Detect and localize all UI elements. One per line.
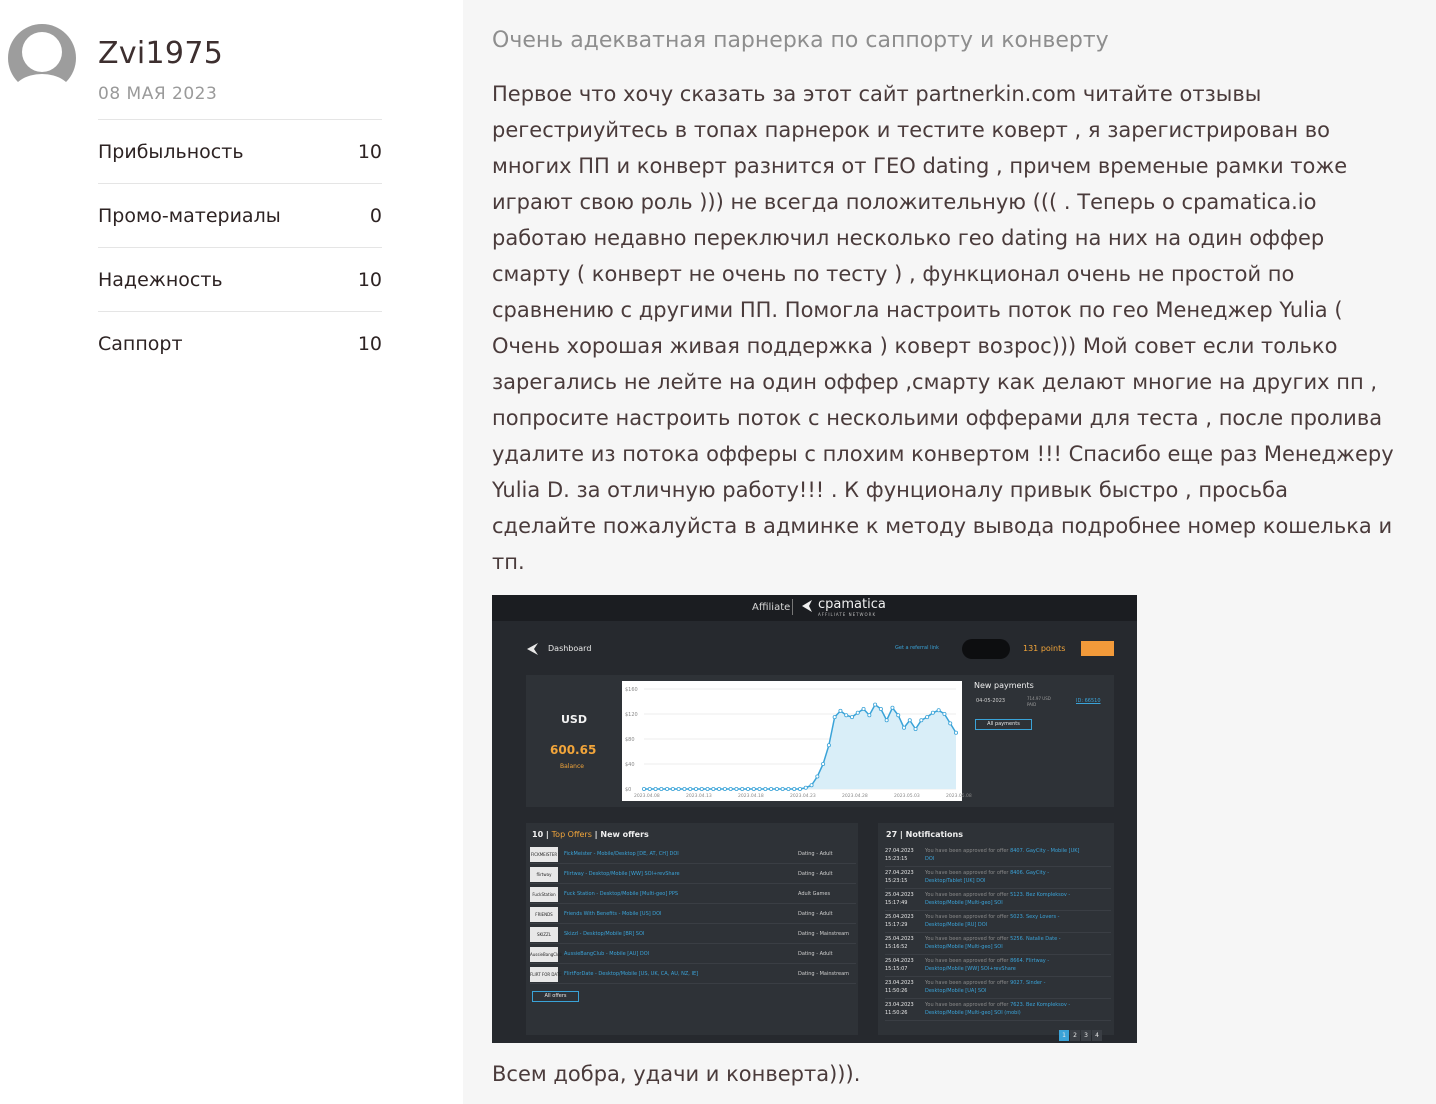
notification-datetime: 23.04.2023 11:50:26 (885, 980, 914, 994)
chart-point (914, 727, 917, 730)
notification-row (885, 933, 1111, 955)
chart-point (827, 744, 830, 747)
chart-point (787, 787, 790, 790)
offer-name: Skizzl - Desktop/Mobile [BR] SOI (564, 931, 645, 937)
chart-point (949, 722, 952, 725)
chart-point (671, 787, 674, 790)
shot-points: 131 points (1023, 644, 1066, 653)
dashboard-icon (525, 641, 541, 657)
notification-row (885, 911, 1111, 933)
page-button: 1 (1059, 1030, 1069, 1041)
chart-point (694, 787, 697, 790)
notification-row (885, 889, 1111, 911)
shot-payment-id: ID: 66510 (1076, 698, 1101, 704)
chart-point (752, 787, 755, 790)
chart-point (891, 706, 894, 709)
chart-point (642, 787, 645, 790)
chart-point (874, 703, 877, 706)
offer-name: Friends With Benefits - Mobile [US] DOI (564, 911, 662, 917)
author-panel (0, 0, 463, 1104)
shot-brand-name: cpamatica (818, 597, 886, 612)
chart-point (856, 711, 859, 714)
chart-x-tick: 2023.05.08 (946, 794, 972, 799)
rating-row-support (98, 311, 382, 375)
chart-x-tick: 2023.04.18 (738, 794, 764, 799)
chart-point (666, 787, 669, 790)
offer-thumbnail: FLIRT FOR DATE (530, 967, 558, 982)
shot-earnings-chart (622, 681, 972, 801)
chart-point (897, 714, 900, 717)
offer-row (530, 945, 856, 964)
shot-logout-button (1081, 641, 1114, 656)
shot-balance-amount: 600.65 (550, 743, 597, 757)
chart-point (735, 787, 738, 790)
offer-thumbnail: flirtway (530, 867, 558, 882)
chart-point (839, 709, 842, 712)
chart-x-tick: 2023.04.23 (790, 794, 816, 799)
page-button: 2 (1070, 1030, 1080, 1041)
chart-point (908, 719, 911, 722)
chart-point (689, 787, 692, 790)
chart-point (850, 716, 853, 719)
notification-datetime: 25.04.2023 15:16:52 (885, 936, 914, 950)
chart-point (902, 726, 905, 729)
avatar (8, 24, 76, 92)
offer-name: Fuck Station - Desktop/Mobile [Multi-geo] PPS (564, 891, 679, 897)
chart-point (804, 786, 807, 789)
chart-point (746, 787, 749, 790)
chart-point (700, 787, 703, 790)
chart-area (644, 705, 956, 789)
review-date: 08 МАЯ 2023 (98, 84, 218, 104)
offer-category: Dating - Mainstream (798, 971, 850, 977)
offer-thumbnail: FuckStation (530, 887, 558, 902)
offer-category: Dating - Adult (798, 951, 833, 957)
shot-payments-title: New payments (974, 681, 1034, 690)
offer-name: FlirtForDate - Desktop/Mobile [US, UK, CA, AU, NZ, IE] (564, 971, 699, 977)
offer-category: Dating - Adult (798, 911, 833, 917)
notification-message: You have been approved for offer 8406. GayCity - Desktop/Tablet [UK] DOI (925, 870, 1050, 884)
notification-row (885, 955, 1111, 977)
notification-row (885, 867, 1111, 889)
rating-value: 0 (369, 204, 382, 227)
chart-point (931, 711, 934, 714)
shot-pagination (1059, 1030, 1102, 1041)
notification-datetime: 25.04.2023 15:15:07 (885, 958, 914, 972)
offer-thumbnail: FRIENDS (530, 907, 558, 922)
shot-all-offers-button: All offers (532, 991, 579, 1002)
notification-datetime: 27.04.2023 15:23:15 (885, 848, 914, 862)
rating-value: 10 (357, 332, 382, 355)
shot-dashboard-label: Dashboard (548, 644, 592, 653)
chart-point (677, 787, 680, 790)
chart-point (943, 712, 946, 715)
offer-thumbnail: FICKMEISTER (530, 847, 558, 862)
notification-datetime: 27.04.2023 15:23:15 (885, 870, 914, 884)
offer-row (530, 905, 856, 924)
shot-brand-sub: AFFILIATE NETWORK (818, 612, 877, 617)
notification-message: You have been approved for offer 5256. Natalie Date - Desktop/Mobile [Multi-geo] SOI (925, 936, 1061, 950)
offer-thumbnail: AussieBangClub (530, 947, 558, 962)
offer-category: Dating - Adult (798, 871, 833, 877)
chart-point (798, 787, 801, 790)
chart-point (793, 787, 796, 790)
offer-category: Adult Games (798, 891, 831, 897)
chart-x-tick: 2023.04.08 (634, 794, 660, 799)
chart-point (764, 787, 767, 790)
chart-x-tick: 2023.05.03 (894, 794, 920, 799)
shot-notifications-title: 27 | Notifications (886, 830, 963, 839)
notification-message: You have been approved for offer 9027. Sinder - Desktop/Mobile [UA] SOI (925, 980, 1046, 994)
chart-point (648, 787, 651, 790)
shot-balance-label: Balance (560, 763, 584, 770)
chart-point (770, 787, 773, 790)
rating-label: Прибыльность (98, 140, 244, 163)
offer-row (530, 925, 856, 944)
rating-row-promo (98, 183, 382, 247)
chart-y-tick: $120 (625, 712, 638, 718)
notification-datetime: 25.04.2023 15:17:29 (885, 914, 914, 928)
chart-x-tick: 2023.04.13 (686, 794, 712, 799)
chart-point (816, 775, 819, 778)
notification-message: You have been approved for offer 5023. Sexy Lovers - Desktop/Mobile [RU] DOI (925, 914, 1060, 928)
chart-x-tick: 2023.04.28 (842, 794, 868, 799)
chart-y-tick: $40 (625, 762, 635, 768)
offer-row (530, 865, 856, 884)
rating-label: Промо-материалы (98, 204, 281, 227)
chart-point (920, 719, 923, 722)
chart-point (879, 707, 882, 710)
attached-screenshot[interactable] (492, 595, 1137, 1043)
chart-point (954, 731, 957, 734)
cpamatica-logo-icon (798, 597, 816, 615)
review-title: Очень адекватная парнерка по саппорту и конверту (492, 28, 1109, 53)
notification-row (885, 977, 1111, 999)
chart-y-tick: $160 (625, 687, 638, 693)
chart-point (729, 787, 732, 790)
notification-datetime: 23.04.2023 11:50:26 (885, 1002, 914, 1016)
chart-point (741, 787, 744, 790)
chart-point (862, 707, 865, 710)
rating-value: 10 (357, 140, 382, 163)
shot-payment-date: 04-05-2023 (976, 698, 1006, 704)
chart-point (758, 787, 761, 790)
offer-name: FickMeister - Mobile/Desktop [DE, AT, CH] DOI (564, 851, 679, 857)
review-body (492, 76, 1397, 580)
chart-point (868, 714, 871, 717)
offer-name: Flirtway - Desktop/Mobile [WW] SOI+revShare (564, 871, 680, 877)
chart-y-tick: $80 (625, 737, 635, 743)
shot-redacted-username (962, 639, 1010, 659)
notification-message: You have been approved for offer 8407. GayCity - Mobile [UK] DOI (925, 848, 1080, 862)
notification-row (885, 845, 1111, 867)
shot-payments-panel (966, 675, 1114, 807)
review-closing: Всем добра, удачи и конверта))). (492, 1062, 861, 1086)
notification-datetime: 25.04.2023 15:17:49 (885, 892, 914, 906)
rating-label: Саппорт (98, 332, 183, 355)
ratings-list (98, 119, 382, 375)
notification-message: You have been approved for offer 7623. Bez Kompleksov - Desktop/Mobile [Multi-geo] SOI (mobi) (925, 1002, 1071, 1016)
earnings-chart-svg (622, 681, 972, 801)
chart-point (822, 762, 825, 765)
notification-message: You have been approved for offer 5123. Bez Kompleksov - Desktop/Mobile [Multi-geo] SOI (925, 892, 1071, 906)
chart-point (660, 787, 663, 790)
rating-value: 10 (357, 268, 382, 291)
chart-point (718, 787, 721, 790)
chart-point (926, 716, 929, 719)
offer-row (530, 885, 856, 904)
shot-brand-divider (792, 599, 793, 615)
offer-thumbnail: SKIZZL (530, 927, 558, 942)
shot-offers-title: 10 | Top Offers | New offers (532, 830, 649, 839)
chart-point (781, 787, 784, 790)
review-panel (463, 0, 1436, 1104)
shot-brand-prefix: Affiliate (752, 602, 791, 613)
rating-row-profit (98, 119, 382, 183)
notification-row (885, 999, 1111, 1021)
avatar-body-icon (12, 74, 72, 114)
offer-name: AussieBangClub - Mobile [AU] DOI (564, 951, 650, 957)
page-button: 3 (1081, 1030, 1091, 1041)
chart-point (885, 719, 888, 722)
shot-payment-amount: 714.97 USD PAID (1027, 696, 1051, 707)
chart-point (654, 787, 657, 790)
notification-message: You have been approved for offer 8664. Flirtway - Desktop/Mobile [WW] SOI+revShare (925, 958, 1050, 972)
chart-point (845, 714, 848, 717)
review-text: Первое что хочу сказать за этот сайт partnerkin.com читайте отзывы регестриуйтесь в топах парнерок и тестите коверт , я зарегистрирован во многих ПП и конверт разнится от ГЕО dating , причем временые рамки тоже играют свою роль ))) не всегда положительную ((( . Теперь о cpamatica.io работаю недавно переключил несколько гео dating на них на один оффер смарту ( конверт не очень по тесту ) , функционал очень не простой по сравнению с другими ПП. Помогла настроить поток по гео Менеджер Yulia ( Очень хорошая живая поддержка ) коверт возрос))) Мой совет если только зарегались не лейте на один оффер ,смарту как делают многие на других пп , попросите настроить поток с нескольими офферами для теста , после пролива удалите из потока офферы с плохим конвертом !!! Спасибо еще раз Менеджеру Yulia D. за отличную работу!!! . К фунционалу привык быстро , просьба сделайте пожалуйста в админке к методу вывода подробнее номер кошелька и тп. (492, 82, 1394, 574)
chart-point (775, 787, 778, 790)
shot-currency: USD (561, 713, 587, 726)
offer-category: Dating - Adult (798, 851, 833, 857)
chart-point (937, 709, 940, 712)
chart-point (810, 784, 813, 787)
offer-row (530, 845, 856, 864)
chart-y-tick: $0 (625, 787, 632, 793)
author-name[interactable]: Zvi1975 (98, 36, 224, 71)
chart-point (723, 787, 726, 790)
chart-point (683, 787, 686, 790)
avatar-head-icon (22, 32, 62, 72)
shot-all-payments-button: All payments (975, 719, 1032, 730)
rating-label: Надежность (98, 268, 223, 291)
rating-row-reliability (98, 247, 382, 311)
page-button: 4 (1092, 1030, 1102, 1041)
shot-referral-link: Get a referral link (895, 645, 939, 651)
chart-point (833, 716, 836, 719)
chart-point (712, 787, 715, 790)
offer-category: Dating - Mainstream (798, 931, 850, 937)
offer-row (530, 965, 856, 984)
chart-point (706, 787, 709, 790)
